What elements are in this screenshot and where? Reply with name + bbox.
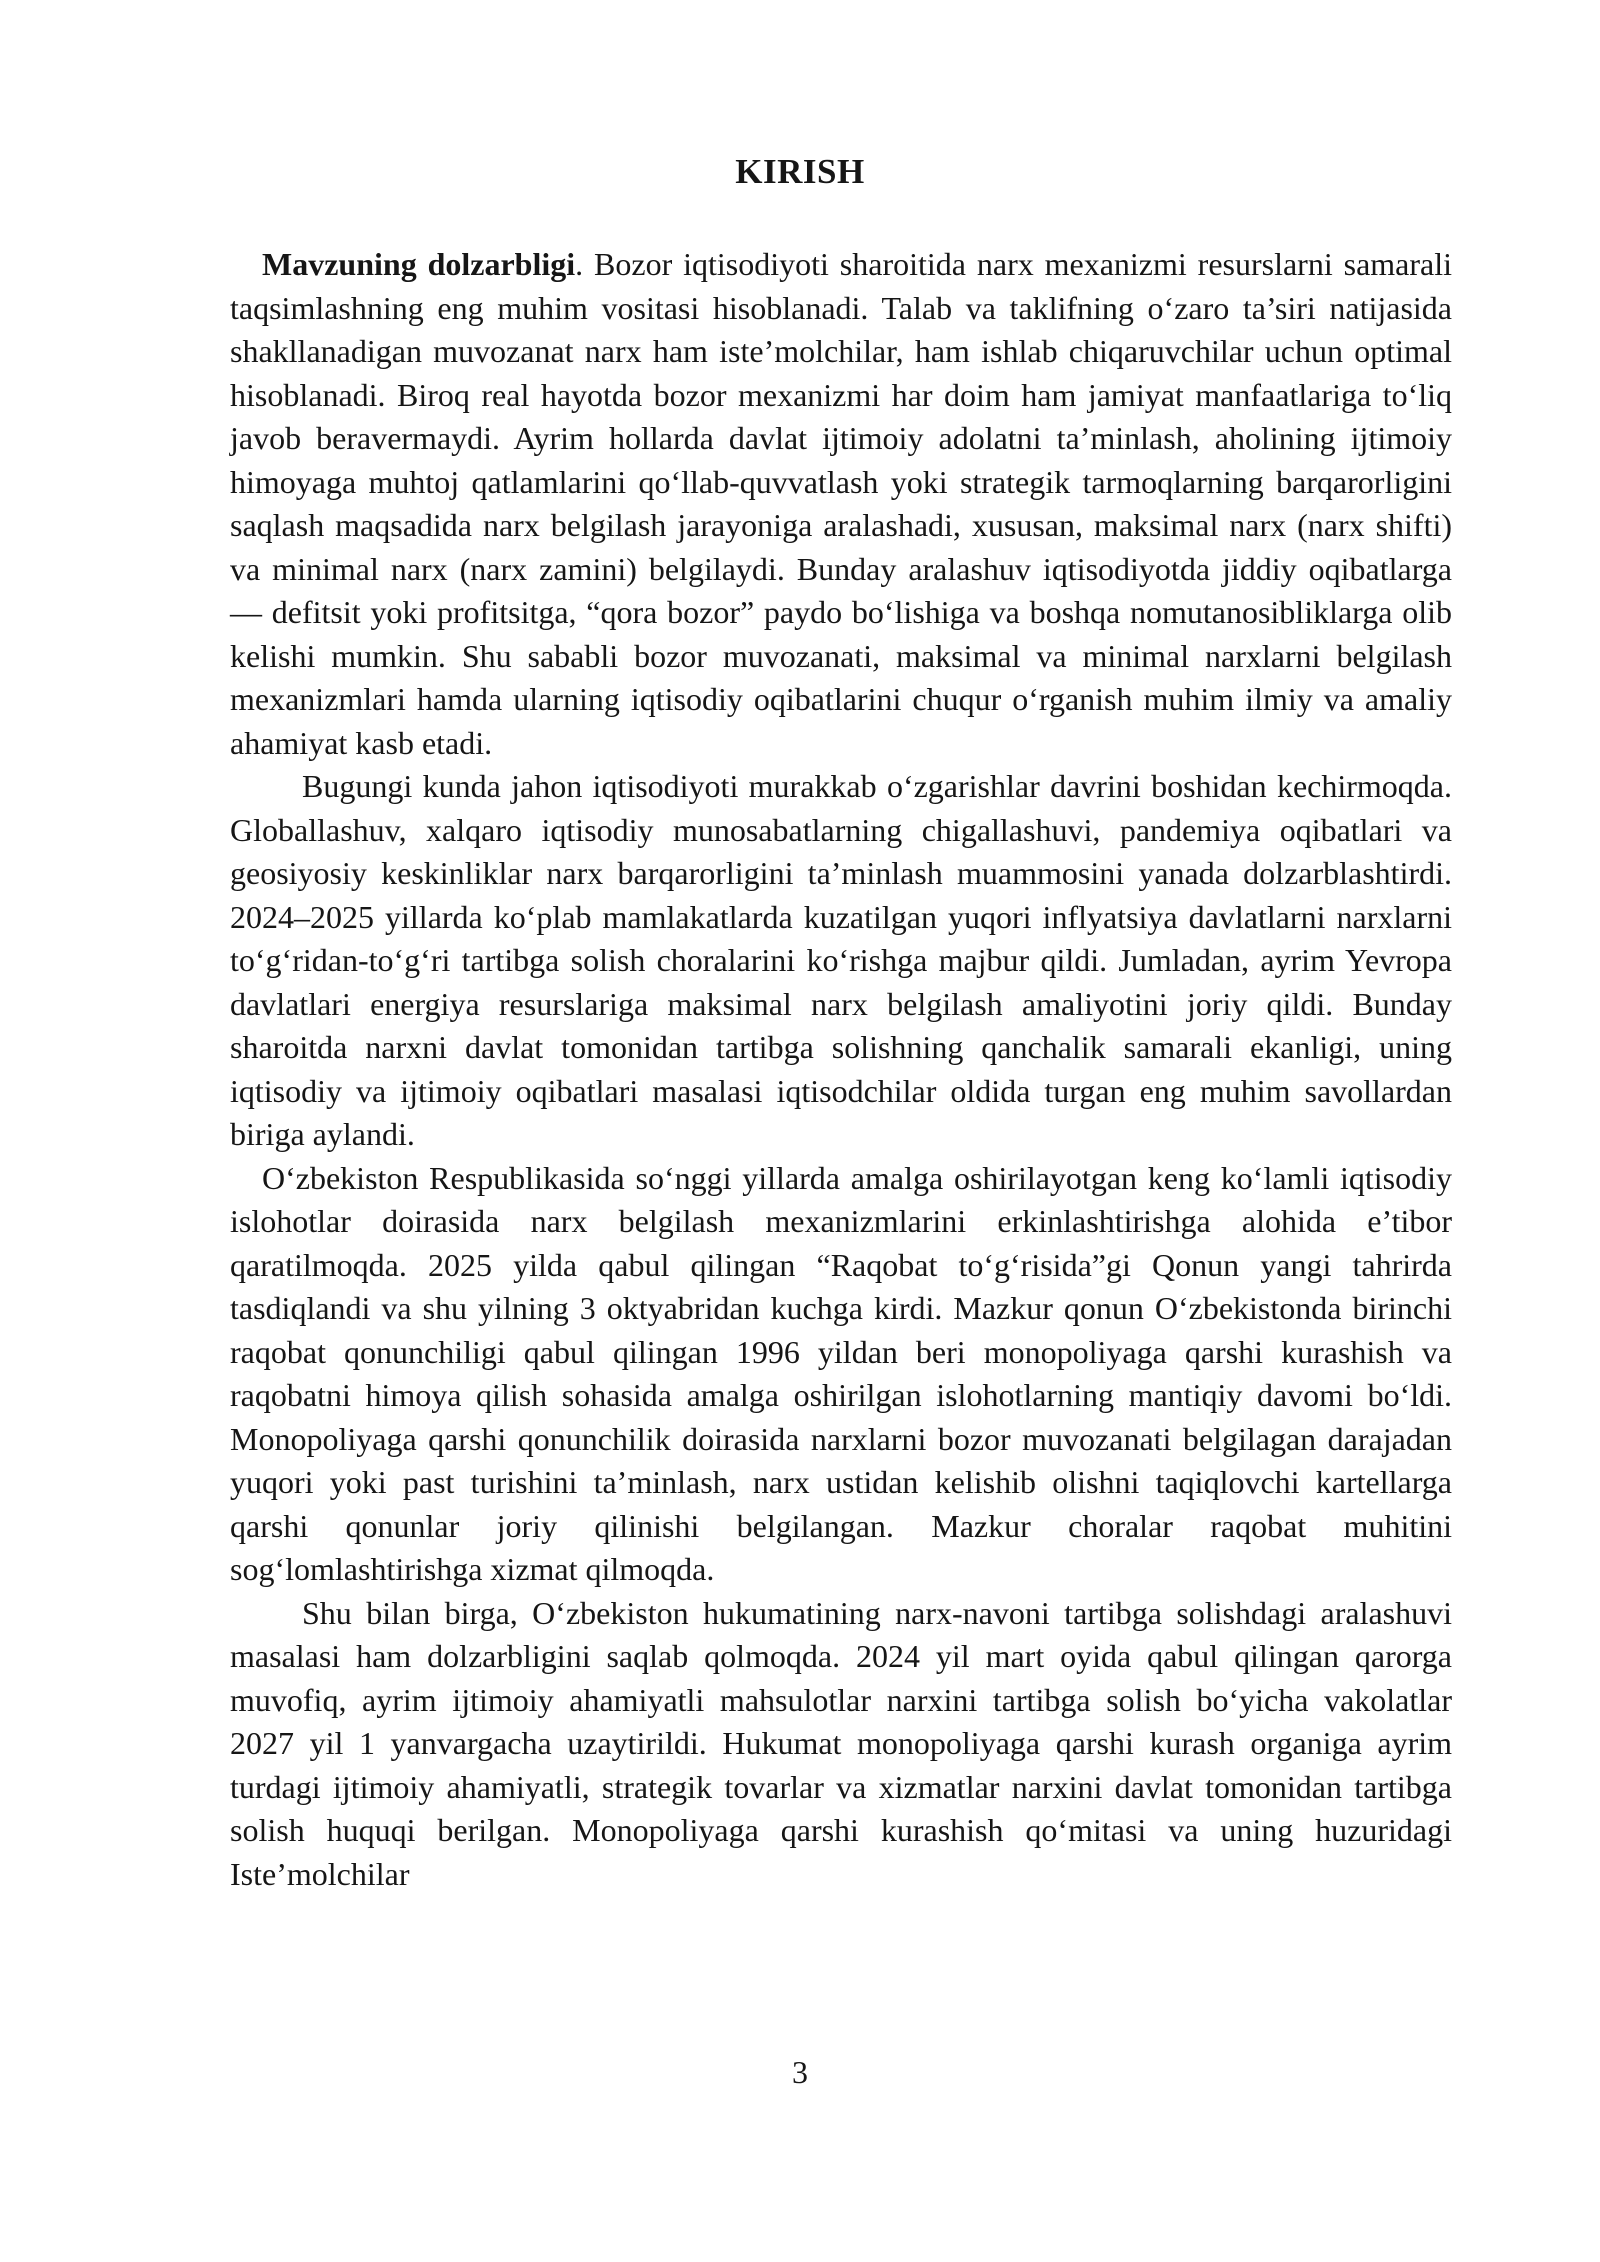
paragraph-relevance — [230, 243, 1452, 765]
paragraph-world-economy: Bugungi kunda jahon iqtisodiyoti murakkab o‘zgarishlar davrini boshidan kechirmoqda. Globallashuv, xalqaro iqtisodiy munosabatlarning chigallashuvi, pandemiya oqibatlari va geosiyosiy keskinliklar narx barqarorligini ta’minlash muammosini yanada dolzarblashtirdi. 2024–2025 yillarda ko‘plab mamlakatlarda kuzatilgan yuqori inflyatsiya davlatlarni narxlarni to‘g‘ridan-to‘g‘ri tartibga solish choralarini ko‘rishga majbur qildi. Jumladan, ayrim Yevropa davlatlari energiya resurslariga maksimal narx belgilash amaliyotini joriy qildi. Bunday sharoitda narxni davlat tomonidan tartibga solishning qanchalik samarali ekanligi, uning iqtisodiy va ijtimoiy oqibatlari masalasi iqtisodchilar oldida turgan eng muhim savollardan biriga aylandi. — [230, 768, 1452, 1152]
paragraph-government-regulation: Shu bilan birga, O‘zbekiston hukumatining narx-navoni tartibga solishdagi aralashuvi masalasi ham dolzarbligini saqlab qolmoqda. 2024 yil mart oyida qabul qilingan qarorga muvofiq, ayrim ijtimoiy ahamiyatli mahsulotlar narxini tartibga solish bo‘yicha vakolatlar 2027 yil 1 yanvargacha uzaytirildi. Hukumat monopoliyaga qarshi kurash organiga ayrim turdagi ijtimoiy ahamiyatli, strategik tovarlar va xizmatlar narxini davlat tomonidan tartibga solish huquqi berilgan. Monopoliyaga qarshi kurashish qo‘mitasi va uning huzuridagi Iste’molchilar — [230, 1594, 1452, 1892]
paragraph-text: . Bozor iqtisodiyoti sharoitida narx mexanizmi resurslarni samarali taqsimlashning eng muhim vositasi hisoblanadi. Talab va taklifning o‘zaro ta’siri natijasida shakllanadigan muvozanat narx ham iste’molchilar, ham ishlab chiqaruvchilar uchun optimal hisoblanadi. Biroq real hayotda bozor mexanizmi har doim ham jamiyat manfaatlariga to‘liq javob beravermaydi. Ayrim hollarda davlat ijtimoiy adolatni ta’minlash, aholining ijtimoiy himoyaga muhtoj qatlamlarini qo‘llab-quvvatlash yoki strategik tarmoqlarning barqarorligini saqlash maqsadida narx belgilash jarayoniga aralashadi, xususan, maksimal narx (narx shifti) va minimal narx (narx zamini) belgilaydi. Bunday aralashuv iqtisodiyotda jiddiy oqibatlarga — defitsit yoki profitsitga, “qora bozor” paydo bo‘lishiga va boshqa nomutanosibliklarga olib kelishi mumkin. Shu sababli bozor muvozanati, maksimal va minimal narxlarni belgilash mexanizmlari hamda ularning iqtisodiy oqibatlarini chuqur o‘rganish muhim ilmiy va amaliy ahamiyat kasb etadi. — [230, 246, 1453, 761]
page-title: KIRISH — [735, 152, 865, 191]
paragraph-lead-heading: Mavzuning dolzarbligi — [262, 246, 576, 282]
page-number: 3 — [792, 2054, 808, 2090]
body-text — [230, 243, 1452, 1896]
paragraph-uzbekistan-reforms: O‘zbekiston Respublikasida so‘nggi yillarda amalga oshirilayotgan keng ko‘lamli iqtisodiy islohotlar doirasida narx belgilash mexanizmlarini erkinlashtirishga alohida e’tibor qaratilmoqda. 2025 yilda qabul qilingan “Raqobat to‘g‘risida”gi Qonun yangi tahrirda tasdiqlandi va shu yilning 3 oktyabridan kuchga kirdi. Mazkur qonun O‘zbekistonda birinchi raqobat qonunchiligi qabul qilingan 1996 yildan beri monopoliyaga qarshi kurashish va raqobatni himoya qilish sohasida amalga oshirilgan islohotlarning mantiqiy davomi bo‘ldi. Monopoliyaga qarshi qonunchilik doirasida narxlarni bozor muvozanati belgilagan darajadan yuqori yoki past turishini ta’minlash, narx ustidan kelishib olishni taqiqlovchi kartellarga qarshi qonunlar joriy qilinishi belgilangan. Mazkur choralar raqobat muhitini sog‘lomlashtirishga xizmat qilmoqda. — [230, 1159, 1452, 1587]
